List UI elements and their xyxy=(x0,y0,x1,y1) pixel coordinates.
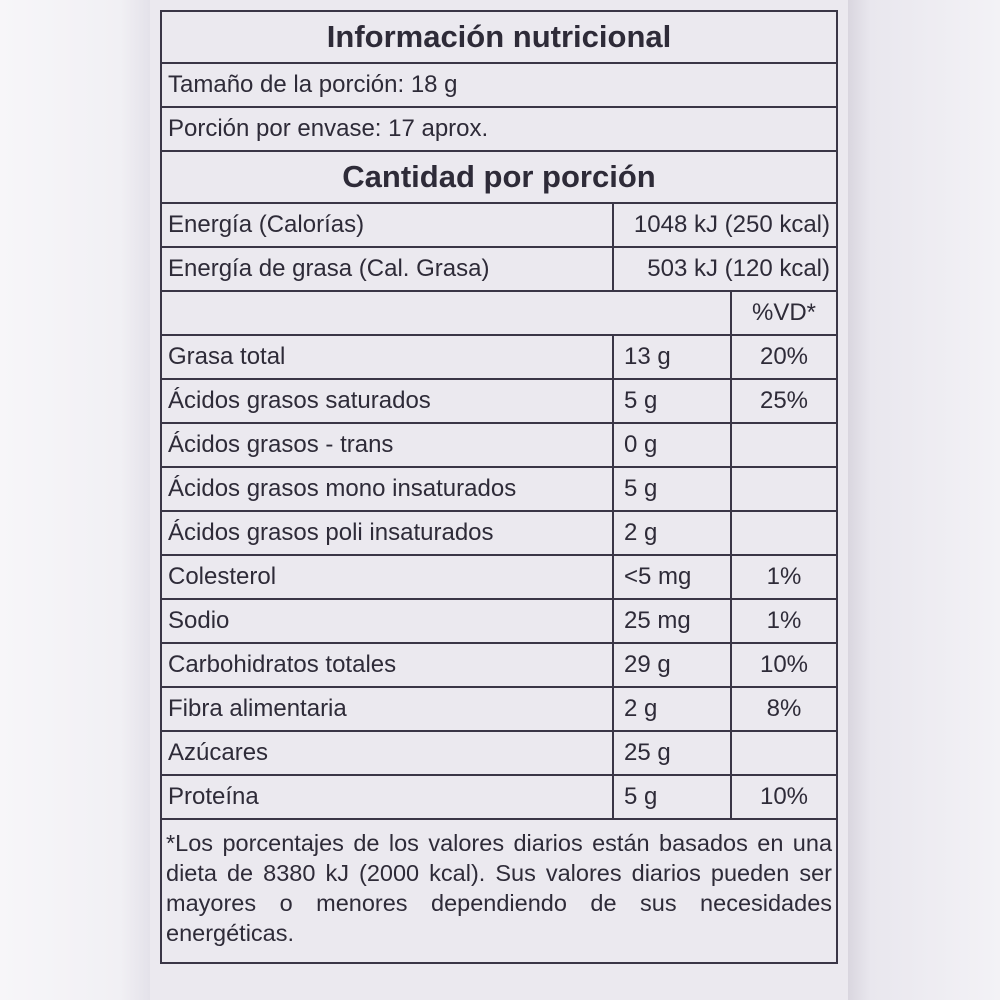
nutrient-name: Grasa total xyxy=(161,335,613,379)
nutrient-name: Colesterol xyxy=(161,555,613,599)
dv-header-spacer xyxy=(161,291,731,335)
nutrient-dv: 1% xyxy=(731,599,837,643)
nutrient-name: Fibra alimentaria xyxy=(161,687,613,731)
nutrient-name: Ácidos grasos saturados xyxy=(161,379,613,423)
background-right xyxy=(848,0,1000,1000)
nutrient-row xyxy=(161,643,837,687)
nutrient-dv: 1% xyxy=(731,555,837,599)
nutrient-row xyxy=(161,467,837,511)
nutrient-amount: <5 mg xyxy=(613,555,731,599)
amount-header: Cantidad por porción xyxy=(161,151,837,203)
nutrient-name: Ácidos grasos poli insaturados xyxy=(161,511,613,555)
title-row xyxy=(161,11,837,63)
nutrient-name: Azúcares xyxy=(161,731,613,775)
nutrient-name: Ácidos grasos mono insaturados xyxy=(161,467,613,511)
nutrient-dv: 10% xyxy=(731,775,837,819)
fat-energy-row xyxy=(161,247,837,291)
nutrient-row xyxy=(161,379,837,423)
nutrient-dv: 25% xyxy=(731,379,837,423)
servings-per-container: Porción por envase: 17 aprox. xyxy=(161,107,837,151)
nutrient-amount: 2 g xyxy=(613,511,731,555)
nutrient-amount: 13 g xyxy=(613,335,731,379)
nutrient-row xyxy=(161,687,837,731)
nutrient-name: Sodio xyxy=(161,599,613,643)
background-left xyxy=(0,0,150,1000)
nutrient-amount: 29 g xyxy=(613,643,731,687)
nutrient-name: Ácidos grasos - trans xyxy=(161,423,613,467)
nutrient-row xyxy=(161,731,837,775)
nutrient-amount: 25 mg xyxy=(613,599,731,643)
nutrient-name: Proteína xyxy=(161,775,613,819)
nutrient-amount: 5 g xyxy=(613,775,731,819)
nutrient-amount: 2 g xyxy=(613,687,731,731)
amount-header-row xyxy=(161,151,837,203)
energy-label: Energía (Calorías) xyxy=(161,203,613,247)
nutrient-dv xyxy=(731,511,837,555)
nutrient-row xyxy=(161,555,837,599)
serving-size: Tamaño de la porción: 18 g xyxy=(161,63,837,107)
fat-energy-label: Energía de grasa (Cal. Grasa) xyxy=(161,247,613,291)
nutrient-row xyxy=(161,775,837,819)
nutrient-dv: 10% xyxy=(731,643,837,687)
dv-header-row xyxy=(161,291,837,335)
serving-size-row xyxy=(161,63,837,107)
table-title: Información nutricional xyxy=(161,11,837,63)
nutrient-row xyxy=(161,423,837,467)
energy-row xyxy=(161,203,837,247)
nutrient-row xyxy=(161,599,837,643)
nutrient-dv: 20% xyxy=(731,335,837,379)
nutrient-amount: 0 g xyxy=(613,423,731,467)
nutrient-row xyxy=(161,335,837,379)
servings-row xyxy=(161,107,837,151)
nutrient-dv xyxy=(731,467,837,511)
footnote: *Los porcentajes de los valores diarios están basados en una dieta de 8380 kJ (2000 kcal). Sus valores diarios pueden ser mayores o menores dependiendo de sus necesidades energéticas. xyxy=(161,819,837,963)
nutrient-name: Carbohidratos totales xyxy=(161,643,613,687)
footnote-row xyxy=(161,819,837,963)
nutrient-amount: 5 g xyxy=(613,467,731,511)
energy-value: 1048 kJ (250 kcal) xyxy=(613,203,837,247)
nutrient-amount: 5 g xyxy=(613,379,731,423)
nutrient-dv: 8% xyxy=(731,687,837,731)
nutrient-row xyxy=(161,511,837,555)
dv-header: %VD* xyxy=(731,291,837,335)
fat-energy-value: 503 kJ (120 kcal) xyxy=(613,247,837,291)
nutrition-facts-table xyxy=(160,10,838,964)
nutrient-dv xyxy=(731,731,837,775)
nutrient-amount: 25 g xyxy=(613,731,731,775)
nutrient-dv xyxy=(731,423,837,467)
